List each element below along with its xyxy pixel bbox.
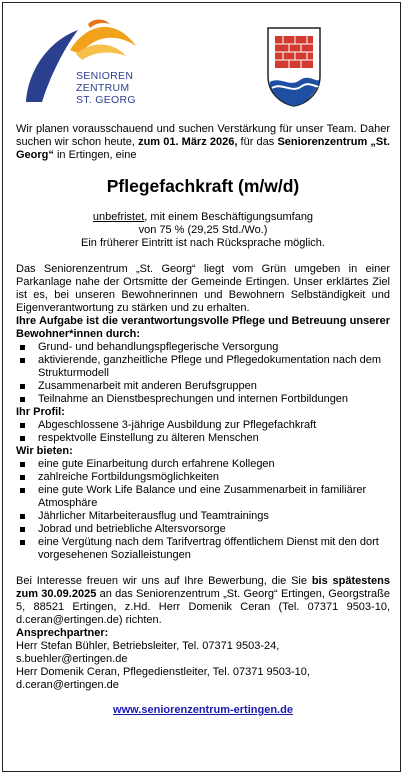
contact-line: Herr Stefan Bühler, Betriebsleiter, Tel. 07371 9503-24, bbox=[16, 640, 280, 652]
profile-list bbox=[16, 419, 390, 445]
list-item: Teilnahme an Dienstbesprechungen und internen Fortbildungen bbox=[16, 393, 390, 406]
job-title: Pflegefachkraft (m/w/d) bbox=[106, 176, 300, 196]
list-item: eine Vergütung nach dem Tarifvertrag öffentlichem Dienst mit den dort vorgesehenen Sozialleistungen bbox=[16, 536, 390, 562]
offer-list bbox=[16, 458, 390, 562]
list-item: eine gute Einarbeitung durch erfahrene Kollegen bbox=[16, 458, 390, 471]
offer-heading: Wir bieten: bbox=[16, 445, 73, 457]
list-item: aktivierende, ganzheitliche Pflege und Pflegedokumentation nach dem Strukturmodell bbox=[16, 354, 390, 380]
job-ad-body bbox=[16, 123, 390, 717]
list-item: Jobrad und betriebliche Altersvorsorge bbox=[16, 523, 390, 536]
profile-heading: Ihr Profil: bbox=[16, 406, 65, 418]
intro-paragraph: Wir planen vorausschauend und suchen Verstärkung für unser Team. Daher suchen wir schon heute, zum 01. März 2026, für das Seniorenzentrum „St. Georg“ in Ertingen, eine bbox=[16, 123, 390, 161]
coat-of-arms-icon bbox=[266, 26, 322, 108]
list-item: respektvolle Einstellung zu älteren Menschen bbox=[16, 432, 390, 445]
logo-text: SENIOREN ZENTRUM ST. GEORG bbox=[76, 70, 136, 106]
application-paragraph: Bei Interesse freuen wir uns auf Ihre Bewerbung, die Sie bis spätestens zum 30.09.2025 an das Seniorenzentrum „St. Georg“ Ertingen, Georgstraße 5, 88521 Ertingen, z.Hd. Herr Domenik Ceran (Tel. 07371 9503-10, d.ceran@ertingen.de) richten. bbox=[16, 575, 390, 626]
contact-line: Herr Domenik Ceran, Pflegedienstleiter, Tel. 07371 9503-10, bbox=[16, 666, 310, 678]
contact-email[interactable]: d.ceran@ertingen.de bbox=[16, 679, 119, 691]
tasks-list bbox=[16, 341, 390, 406]
list-item: zahlreiche Fortbildungsmöglichkeiten bbox=[16, 471, 390, 484]
list-item: Zusammenarbeit mit anderen Berufsgruppen bbox=[16, 380, 390, 393]
tasks-heading: Ihre Aufgabe ist die verantwortungsvolle Pflege und Betreuung unserer Bewohner*innen durch: bbox=[16, 315, 390, 340]
about-paragraph: Das Seniorenzentrum „St. Georg“ liegt vom Grün umgeben in einer Parkanlage nahe der Ortsmitte der Gemeinde Ertingen. Unser erklärtes Ziel ist es, bei unseren Bewohnerinnen und Bewohnern Selbständigkeit und Eigenverantwortung zu stärken und zu erhalten. bbox=[16, 263, 390, 314]
contacts-heading: Ansprechpartner: bbox=[16, 627, 109, 639]
list-item: Grund- und behandlungspflegerische Versorgung bbox=[16, 341, 390, 354]
seniorenzentrum-logo bbox=[18, 16, 138, 111]
start-date-note: Ein früherer Eintritt ist nach Rücksprache möglich. bbox=[81, 237, 325, 249]
contact-email[interactable]: s.buehler@ertingen.de bbox=[16, 653, 128, 665]
employment-hours: von 75 % (29,25 Std./Wo.) bbox=[138, 224, 268, 236]
list-item: Jährlicher Mitarbeiterausflug und Teamtrainings bbox=[16, 510, 390, 523]
list-item: eine gute Work Life Balance und eine Zusammenarbeit in familiärer Atmosphäre bbox=[16, 484, 390, 510]
employment-terms: unbefristet, mit einem Beschäftigungsumfang bbox=[92, 211, 314, 223]
list-item: Abgeschlossene 3-jährige Ausbildung zur Pflegefachkraft bbox=[16, 419, 390, 432]
website-link[interactable]: www.seniorenzentrum-ertingen.de bbox=[113, 704, 293, 716]
